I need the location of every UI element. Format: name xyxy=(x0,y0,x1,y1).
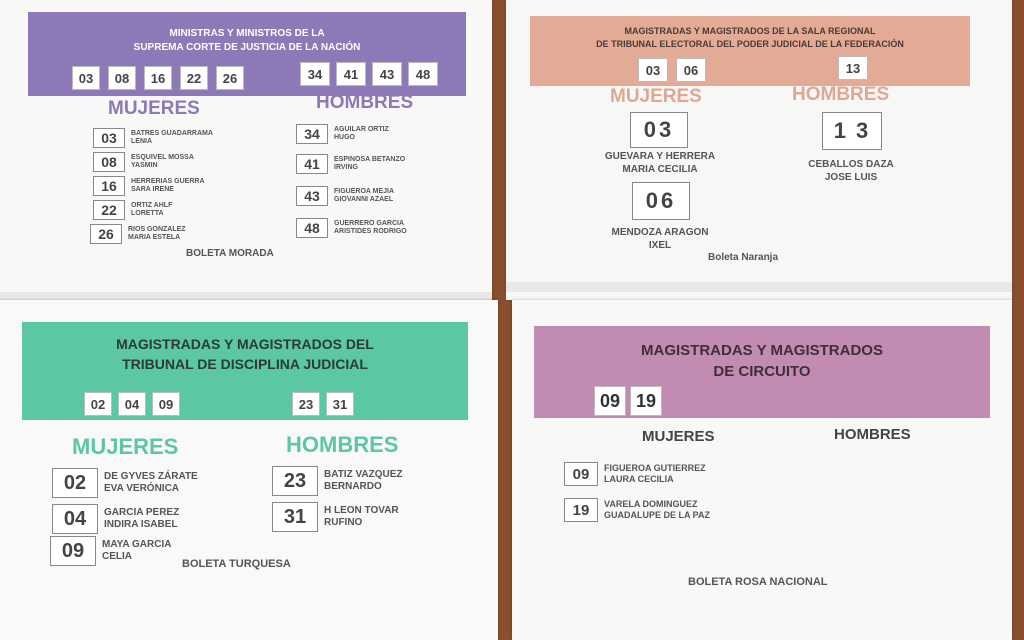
number-box: 41 xyxy=(336,62,366,86)
candidate-given-name: IRVING xyxy=(334,164,358,171)
candidate-given-name: HUGO xyxy=(334,134,355,141)
candidate-row xyxy=(93,128,213,148)
candidate-given-name: INDIRA ISABEL xyxy=(104,519,178,530)
number-box: 26 xyxy=(216,66,244,90)
ballot-naranja-women-heading: MUJERES xyxy=(610,86,702,107)
candidate-given-name: EVA VERÓNICA xyxy=(104,483,180,494)
candidate-number: 16 xyxy=(93,176,125,196)
ballot-rosa-title-line1: MAGISTRADAS Y MAGISTRADOS xyxy=(641,342,883,359)
ballot-turquesa-men-numbers xyxy=(292,392,354,416)
ballot-morada-men-numbers xyxy=(300,62,438,86)
candidate-row xyxy=(296,218,407,238)
candidate-number: 03 xyxy=(93,128,125,148)
candidate-surname: DE GYVES ZÁRATE xyxy=(104,471,198,482)
ballot-naranja-women-numbers xyxy=(638,58,706,82)
ballot-naranja-men-heading: HOMBRES xyxy=(792,84,890,105)
candidate-given-name: YASMIN xyxy=(131,162,158,169)
candidate-number: 26 xyxy=(90,224,122,244)
candidate-surname: GUERRERO GARCIA xyxy=(334,219,405,227)
paper-fold xyxy=(0,292,492,300)
candidate-number: 03 xyxy=(630,112,688,148)
candidate-row xyxy=(564,498,710,522)
ballot-naranja-title-line2: DE TRIBUNAL ELECTORAL DEL PODER JUDICIAL DE LA FEDERACIÓN xyxy=(596,39,904,49)
number-box: 09 xyxy=(152,392,180,416)
candidate-number: 09 xyxy=(50,536,96,566)
candidate-row xyxy=(296,186,394,206)
candidate-number: 34 xyxy=(296,124,328,144)
ballot-rosa-title-line2: DE CIRCUITO xyxy=(713,363,811,380)
ballot-morada-women-numbers xyxy=(72,66,244,90)
number-box: 08 xyxy=(108,66,136,90)
candidate-surname: RIOS GONZALEZ xyxy=(128,225,186,233)
candidate-given-name: JOSE LUIS xyxy=(824,172,878,183)
ballot-naranja-title-line1: MAGISTRADAS Y MAGISTRADOS DE LA SALA REGIONAL xyxy=(624,26,876,36)
number-box: 22 xyxy=(180,66,208,90)
number-box: 09 xyxy=(594,386,626,416)
candidate-surname: H LEON TOVAR xyxy=(324,505,399,516)
candidate-row xyxy=(52,468,198,498)
candidate-given-name: MARIA CECILIA xyxy=(622,164,698,175)
candidate-number: 48 xyxy=(296,218,328,238)
candidate-given-name: MARIA ESTELA xyxy=(128,234,181,241)
ballot-rosa-women-heading: MUJERES xyxy=(642,428,715,445)
candidate-number: 09 xyxy=(564,462,598,486)
candidate-number: 1 3 xyxy=(822,112,882,150)
candidate-row xyxy=(50,536,171,566)
candidate-row xyxy=(93,176,205,196)
ballot-turquesa-title-line1: MAGISTRADAS Y MAGISTRADOS DEL xyxy=(116,336,374,352)
candidate-row xyxy=(296,154,405,174)
candidate-surname: AGUILAR ORTIZ xyxy=(334,125,389,133)
candidate-row xyxy=(272,502,399,532)
ballot-morada-title-line1: MINISTRAS Y MINISTROS DE LA xyxy=(169,28,325,39)
ballot-turquesa xyxy=(0,300,498,640)
candidate-row xyxy=(564,462,706,486)
ballot-turquesa-men-heading: HOMBRES xyxy=(286,432,399,457)
ballot-naranja-footer: Boleta Naranja xyxy=(708,252,779,263)
ballot-morada-title-line2: SUPREMA CORTE DE JUSTICIA DE LA NACIÓN xyxy=(133,42,361,53)
candidate-surname: BATRES GUADARRAMA xyxy=(131,129,213,137)
ballot-turquesa-title-line2: TRIBUNAL DE DISCIPLINA JUDICIAL xyxy=(122,356,368,372)
candidate-given-name: BERNARDO xyxy=(324,481,382,492)
candidate-number: 22 xyxy=(93,200,125,220)
candidate-surname: FIGUEROA GUTIERREZ xyxy=(604,463,706,474)
candidate-given-name: GUADALUPE DE LA PAZ xyxy=(604,510,711,520)
candidate-given-name: SARA IRENE xyxy=(131,186,174,193)
candidate-surname: BATIZ VAZQUEZ xyxy=(324,469,403,480)
candidate-number: 41 xyxy=(296,154,328,174)
candidate-surname: MENDOZA ARAGON xyxy=(611,227,709,238)
number-box: 23 xyxy=(292,392,320,416)
candidate-number: 06 xyxy=(632,182,690,220)
number-box: 48 xyxy=(408,62,438,86)
candidate-number: 02 xyxy=(52,468,98,498)
candidate-surname: GARCIA PEREZ xyxy=(104,507,180,518)
candidate-row xyxy=(90,224,186,244)
number-box: 03 xyxy=(72,66,100,90)
candidate-row xyxy=(272,466,403,496)
number-box: 13 xyxy=(838,56,868,80)
number-box: 02 xyxy=(84,392,112,416)
candidate-number: 31 xyxy=(272,502,318,532)
candidate-row xyxy=(52,504,179,534)
candidate-given-name: LENIA xyxy=(131,138,152,145)
ballot-morada-men-heading: HOMBRES xyxy=(316,92,414,113)
ballot-rosa-women-numbers xyxy=(594,386,662,416)
candidate-surname: ESQUIVEL MOSSA xyxy=(131,153,194,161)
candidate-name xyxy=(590,226,730,252)
ballot-turquesa-women-numbers xyxy=(84,392,180,416)
candidate-given-name: LAURA CECILIA xyxy=(604,474,674,484)
ballot-naranja-men-numbers xyxy=(838,56,868,80)
number-box: 34 xyxy=(300,62,330,86)
ballot-turquesa-women-heading: MUJERES xyxy=(72,434,179,459)
ballot-rosa xyxy=(512,300,1012,640)
candidate-surname: MAYA GARCIA xyxy=(102,539,172,550)
candidate-given-name: IXEL xyxy=(648,240,672,251)
candidate-surname: HERRERIAS GUERRA xyxy=(131,177,205,185)
candidate-row xyxy=(296,124,389,144)
candidate-surname: VARELA DOMINGUEZ xyxy=(604,499,698,510)
candidate-given-name: RUFINO xyxy=(324,517,363,528)
number-box: 16 xyxy=(144,66,172,90)
ballot-naranja xyxy=(506,0,1012,300)
candidate-name xyxy=(590,150,730,176)
candidate-name xyxy=(786,158,916,184)
number-box: 19 xyxy=(630,386,662,416)
ballot-morada xyxy=(0,0,492,300)
number-box: 06 xyxy=(676,58,706,82)
number-box: 31 xyxy=(326,392,354,416)
ballot-rosa-footer: BOLETA ROSA NACIONAL xyxy=(688,576,828,588)
candidate-given-name: GIOVANNI AZAEL xyxy=(334,196,394,203)
candidate-given-name: CELIA xyxy=(102,551,132,562)
candidate-number: 23 xyxy=(272,466,318,496)
candidate-surname: ESPINOSA BETANZO xyxy=(334,155,406,163)
candidate-surname: ORTIZ AHLF xyxy=(131,201,173,209)
ballot-morada-women-heading: MUJERES xyxy=(108,98,200,119)
number-box: 03 xyxy=(638,58,668,82)
candidate-number: 43 xyxy=(296,186,328,206)
candidate-given-name: ARISTIDES RODRIGO xyxy=(334,228,407,235)
number-box: 43 xyxy=(372,62,402,86)
candidate-row xyxy=(93,152,194,172)
ballot-turquesa-footer: BOLETA TURQUESA xyxy=(182,558,291,570)
ballot-rosa-men-heading: HOMBRES xyxy=(834,426,911,443)
candidate-row xyxy=(93,200,172,220)
candidate-number: 08 xyxy=(93,152,125,172)
candidate-surname: GUEVARA Y HERRERA xyxy=(604,151,716,162)
candidate-surname: CEBALLOS DAZA xyxy=(808,159,894,170)
candidate-number: 19 xyxy=(564,498,598,522)
paper-fold xyxy=(506,282,1012,292)
ballot-naranja-banner xyxy=(530,16,970,86)
candidate-given-name: LORETTA xyxy=(131,210,164,217)
candidate-surname: FIGUEROA MEJIA xyxy=(334,187,395,195)
candidate-number: 04 xyxy=(52,504,98,534)
number-box: 04 xyxy=(118,392,146,416)
ballot-morada-footer: BOLETA MORADA xyxy=(186,248,274,259)
